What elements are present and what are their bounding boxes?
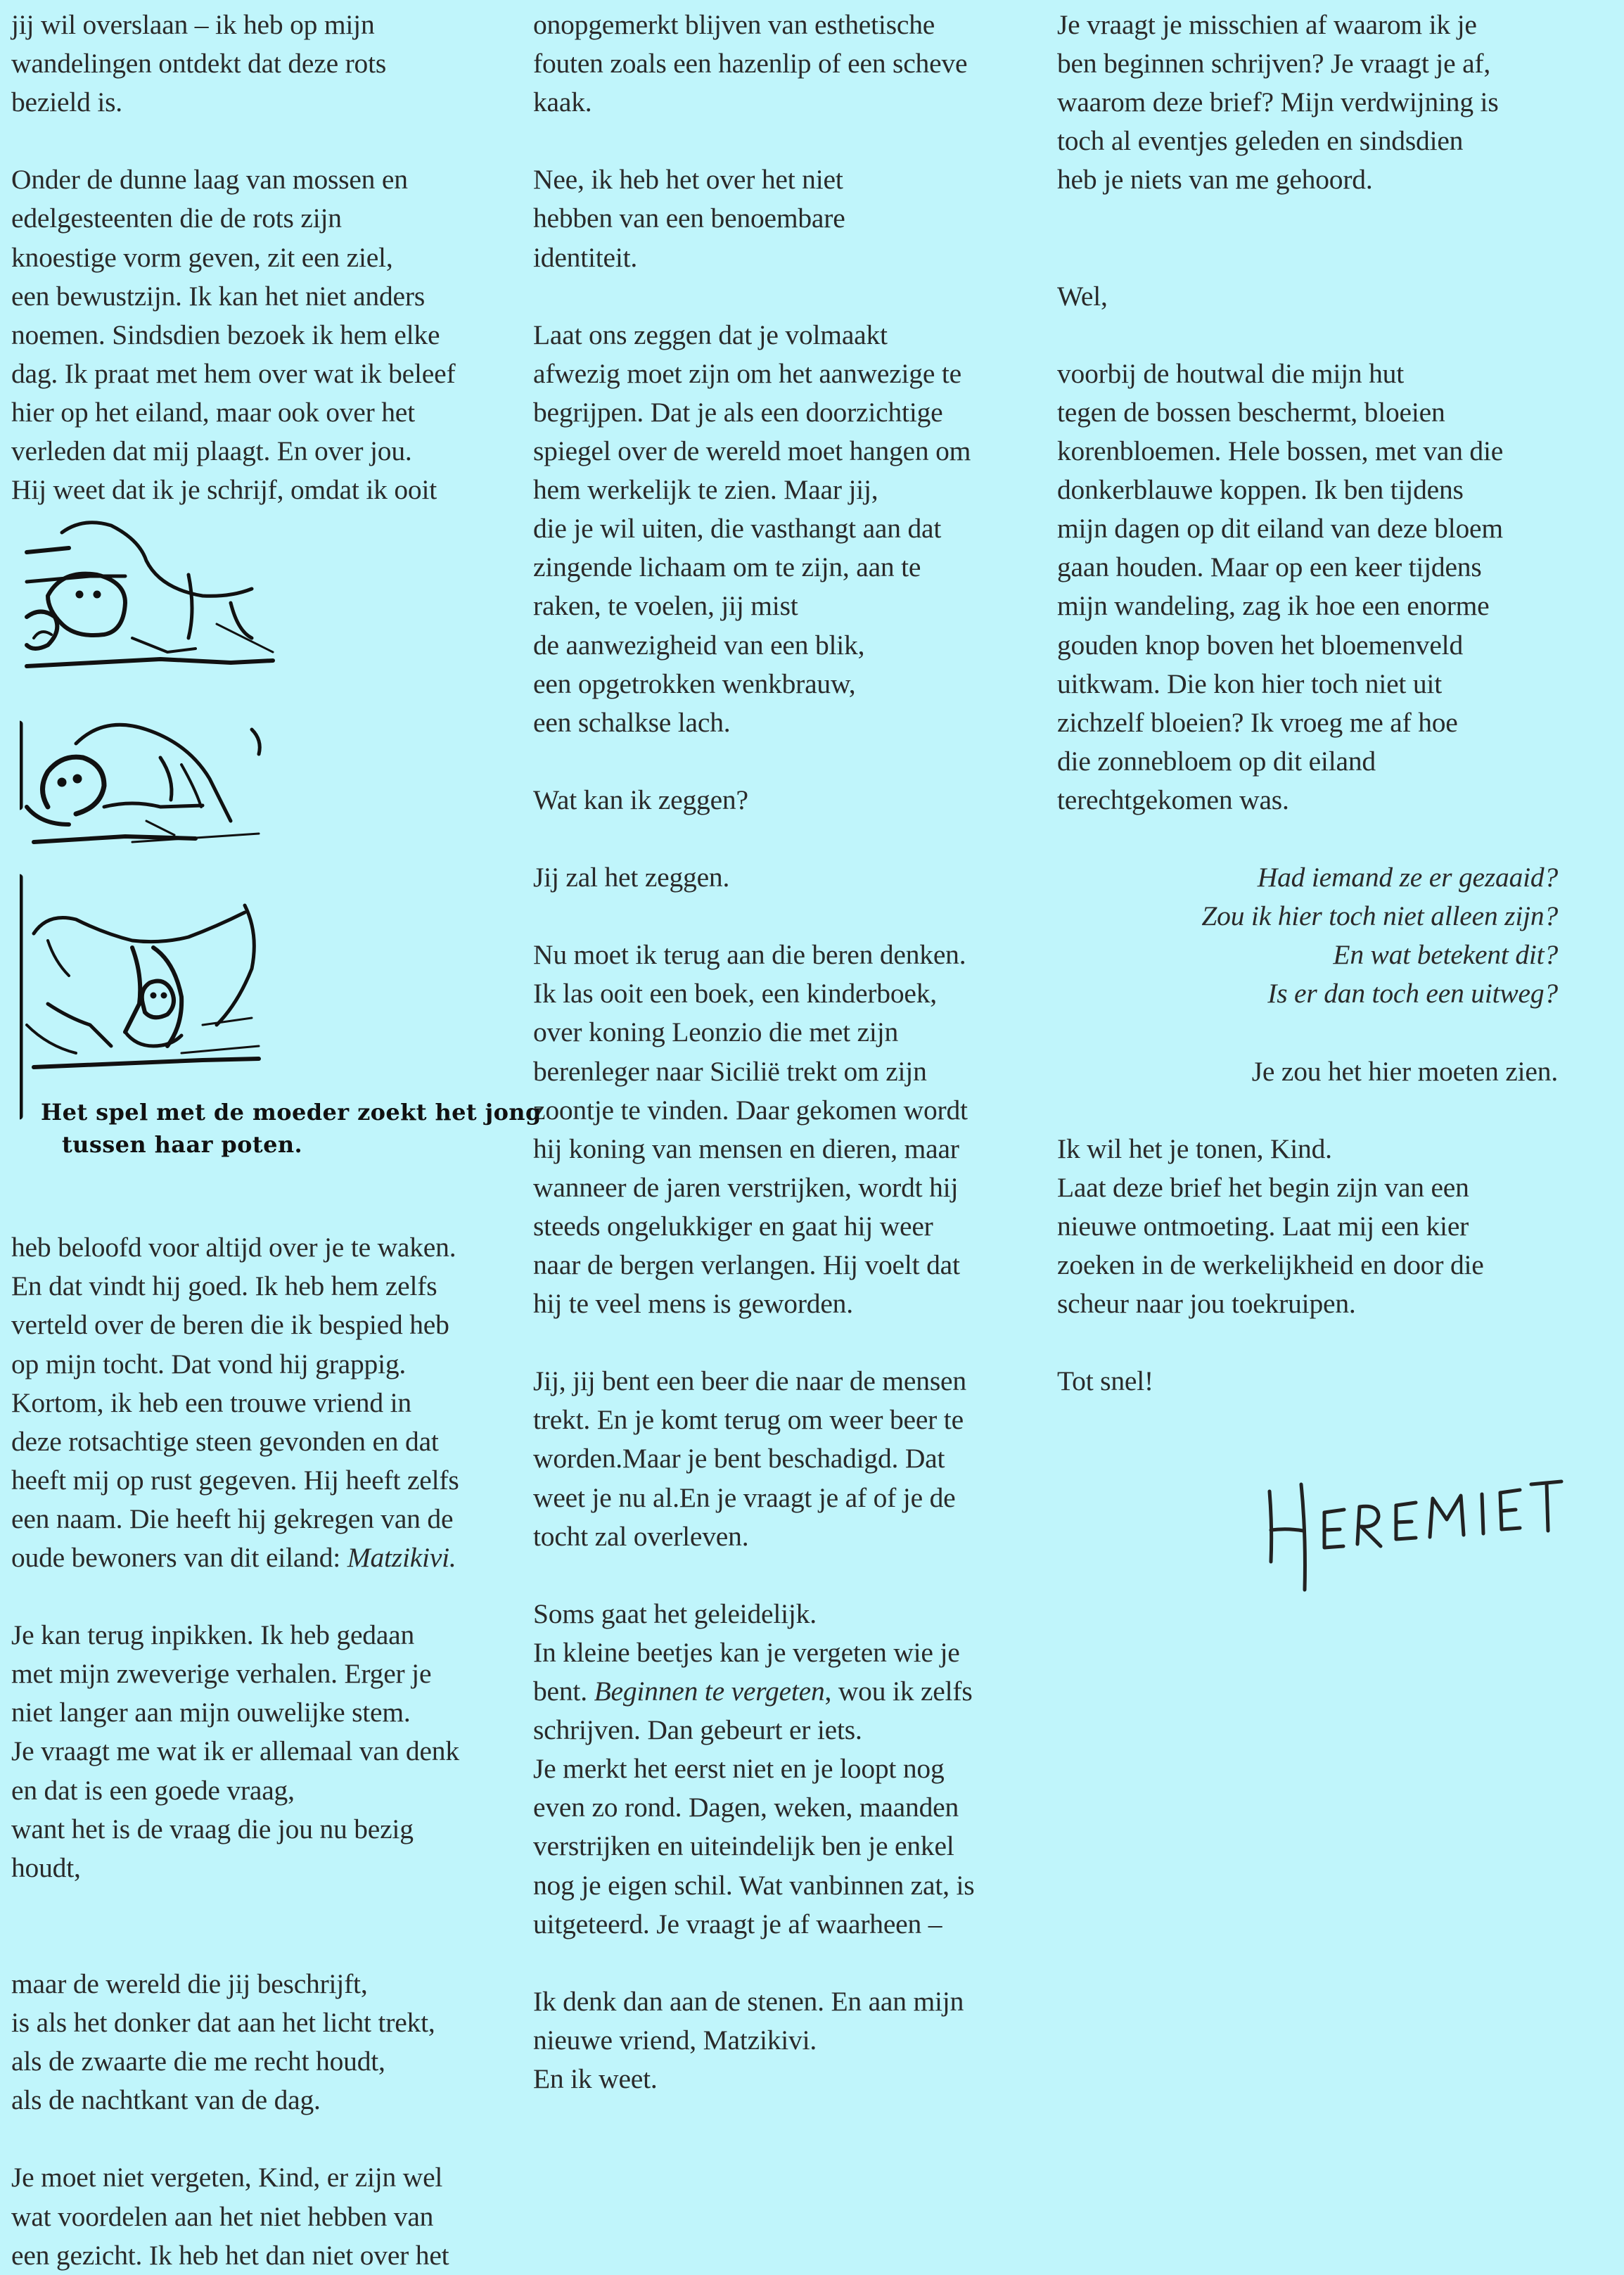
caption-line-1: Het spel met de moeder zoekt het jong — [41, 1099, 542, 1126]
text-line: want het is de vraag die jou nu bezig — [11, 1813, 414, 1844]
text-line: ben beginnen schrijven? Je vraagt je af, — [1057, 48, 1491, 79]
text-line: steeds ongelukkiger en gaat hij weer — [533, 1210, 933, 1242]
text-line: Onder de dunne laag van mossen en — [11, 164, 408, 196]
blank-line — [1057, 238, 1558, 277]
text-line: nieuwe vriend, Matzikivi. — [533, 2024, 817, 2056]
text-line: afwezig moet zijn om het aanwezige te — [533, 357, 961, 389]
text-line: trekt. En je komt terug om weer beer te — [533, 1404, 964, 1436]
text-line: fouten zoals een hazenlip of een scheve — [533, 48, 968, 79]
text-line: kaak. — [533, 87, 592, 118]
text-line: een naam. Die heeft hij gekregen van de — [11, 1503, 454, 1534]
text-column-3 — [1057, 6, 1558, 1401]
text-line: Je vraagt je misschien af waarom ik je — [1057, 9, 1477, 40]
text-line: verleden dat mij plaagt. En over jou. — [11, 435, 412, 467]
text-line: Jij zal het zeggen. — [533, 862, 730, 893]
text-line: als de nachtkant van de dag. — [11, 2084, 321, 2116]
text-line: zoontje te vinden. Daar gekomen wordt — [533, 1094, 968, 1126]
text-line: hem werkelijk te zien. Maar jij, — [533, 474, 878, 506]
blank-line — [533, 1556, 1040, 1595]
text-line: over koning Leonzio die met zijn — [533, 1017, 899, 1048]
text-line: zingende lichaam om te zijn, aan te — [533, 552, 921, 583]
italic-text: Had iemand ze er gezaaid? — [1257, 862, 1558, 893]
caption-line-2: tussen haar poten. — [62, 1131, 303, 1158]
blank-line — [533, 1323, 1040, 1362]
text-line: bezield is. — [11, 87, 122, 118]
text-line: Wel, — [1057, 280, 1108, 312]
text-line: op mijn tocht. Dat vond hij grappig. — [11, 1348, 407, 1379]
text-line: naar de bergen verlangen. Hij voelt dat — [533, 1249, 960, 1280]
text-line: weet je nu al.En je vraagt je af of je de — [533, 1481, 956, 1513]
text-line: gaan houden. Maar op een keer tijdens — [1057, 552, 1482, 583]
blank-line — [533, 897, 1040, 936]
blank-line — [1057, 1323, 1558, 1362]
text-line: Nee, ik heb het over het niet — [533, 164, 843, 196]
blank-line — [1057, 820, 1558, 858]
text-line: met mijn zweverige verhalen. Erger je — [11, 1658, 432, 1690]
text-line: die zonnebloem op dit eiland — [1057, 745, 1376, 777]
text-line: een gezicht. Ik heb het dan niet over het — [11, 2239, 449, 2271]
text-line: even zo rond. Dagen, weken, maanden — [533, 1792, 959, 1823]
text-line: heb je niets van me gehoord. — [1057, 164, 1373, 196]
blank-line — [11, 1887, 504, 1926]
text-line: Je zou het hier moeten zien. — [1251, 1055, 1558, 1087]
text-line: In kleine beetjes kan je vergeten wie je — [533, 1636, 960, 1668]
italic-text: Beginnen te vergeten — [594, 1676, 825, 1707]
text-line: zichzelf bloeien? Ik vroeg me af hoe — [1057, 706, 1458, 738]
text-line: noemen. Sindsdien bezoek ik hem elke — [11, 319, 440, 350]
text-line: schrijven. Dan gebeurt er iets. — [533, 1714, 862, 1746]
text-line: een bewustzijn. Ik kan het niet anders — [11, 280, 425, 312]
blank-line — [533, 820, 1040, 858]
blank-line — [533, 122, 1040, 160]
text-line: wandelingen ontdekt dat deze rots — [11, 48, 387, 79]
text-line: nieuwe ontmoeting. Laat mij een kier — [1057, 1210, 1469, 1242]
text-line: houdt, — [11, 1852, 81, 1883]
text-line — [1057, 858, 1558, 897]
text-line: Ik denk dan aan de stenen. En aan mijn — [533, 1985, 964, 2017]
text-line: Jij, jij bent een beer die naar de mensen — [533, 1365, 966, 1397]
text-line: begrijpen. Dat je als een doorzichtige — [533, 396, 943, 428]
text-line: die je wil uiten, die vasthangt aan dat — [533, 513, 942, 544]
text-line: terechtgekomen was. — [1057, 784, 1289, 815]
text-line: oude bewoners van dit eiland: Matzikivi. — [11, 1541, 456, 1573]
text-line: niet langer aan mijn ouwelijke stem. — [11, 1697, 411, 1728]
text-line: berenleger naar Sicilië trekt om zijn — [533, 1055, 927, 1087]
blank-line — [11, 122, 504, 160]
text-line — [1057, 974, 1558, 1013]
italic-text: Is er dan toch een uitweg? — [1267, 978, 1558, 1009]
text-line: heb beloofd voor altijd over je te waken. — [11, 1232, 456, 1263]
signature-heremiet — [1262, 1463, 1565, 1604]
text-line: tocht zal overleven. — [533, 1520, 749, 1552]
text-line: wanneer de jaren verstrijken, wordt hij — [533, 1171, 959, 1203]
blank-line — [1057, 1013, 1558, 1052]
text-line: mijn wandeling, zag ik hoe een enorme — [1057, 590, 1490, 622]
text-line: hebben van een benoembare — [533, 203, 845, 234]
text-line: Laat deze brief het begin zijn van een — [1057, 1171, 1469, 1203]
text-line: En dat vindt hij goed. Ik heb hem zelfs — [11, 1270, 437, 1302]
text-line: Je kan terug inpikken. Ik heb gedaan — [11, 1619, 415, 1651]
column-1-bottom-text — [11, 1228, 504, 2275]
text-line: spiegel over de wereld moet hangen om — [533, 435, 971, 467]
text-line: Laat ons zeggen dat je volmaakt — [533, 319, 888, 350]
text-line: Soms gaat het geleidelijk. — [533, 1598, 817, 1629]
text-line: identiteit. — [533, 241, 638, 273]
text-line: verteld over de beren die ik bespied heb — [11, 1309, 449, 1341]
text-line: uitgeteerd. Je vraagt je af waarheen – — [533, 1908, 942, 1939]
text-line: gouden knop boven het bloemenveld — [1057, 629, 1463, 661]
text-line: Kortom, ik heb een trouwe vriend in — [11, 1387, 411, 1418]
text-line: raken, te voelen, jij mist — [533, 590, 798, 622]
italic-text: Zou ik hier toch niet alleen zijn? — [1201, 900, 1558, 932]
text-line: scheur naar jou toekruipen. — [1057, 1288, 1356, 1320]
blank-line — [11, 1926, 504, 1965]
text-line: edelgesteenten die de rots zijn — [11, 203, 342, 234]
text-line: Ik las ooit een boek, een kinderboek, — [533, 978, 937, 1009]
text-line: Nu moet ik terug aan die beren denken. — [533, 939, 966, 971]
italic-text: En wat betekent dit? — [1333, 939, 1558, 971]
blank-line — [11, 2120, 504, 2158]
text-line: knoestige vorm geven, zit een ziel, — [11, 241, 393, 273]
text-line: korenbloemen. Hele bossen, met van die — [1057, 435, 1504, 467]
text-column-2 — [533, 6, 1040, 2098]
text-line: toch al eventjes geleden en sindsdien — [1057, 125, 1464, 157]
text-line: voorbij de houtwal die mijn hut — [1057, 357, 1404, 389]
text-line: donkerblauwe koppen. Ik ben tijdens — [1057, 474, 1464, 506]
text-line: is als het donker dat aan het licht trekt, — [11, 2007, 435, 2039]
text-line: Wat kan ik zeggen? — [533, 784, 748, 815]
blank-line — [533, 742, 1040, 781]
blank-line — [533, 1944, 1040, 1982]
text-line: nog je eigen schil. Wat vanbinnen zat, is — [533, 1869, 975, 1901]
text-line: een opgetrokken wenkbrauw, — [533, 668, 856, 699]
text-line: wat voordelen aan het niet hebben van — [11, 2200, 434, 2232]
text-line: een schalkse lach. — [533, 706, 731, 738]
text-line: mijn dagen op dit eiland van deze bloem — [1057, 513, 1503, 544]
blank-line — [1057, 199, 1558, 238]
text-line: zoeken in de werkelijkheid en door die — [1057, 1249, 1484, 1280]
illustration-caption — [41, 1096, 542, 1161]
text-line: uitkwam. Die kon hier toch niet uit — [1057, 668, 1442, 699]
text-line: de aanwezigheid van een blik, — [533, 629, 865, 661]
text-line: Je merkt het eerst niet en je loopt nog — [533, 1753, 945, 1785]
text-line: en dat is een goede vraag, — [11, 1774, 295, 1806]
text-line: bent. Beginnen te vergeten, wou ik zelfs — [533, 1676, 973, 1707]
blank-line — [1057, 1091, 1558, 1130]
blank-line — [11, 1577, 504, 1616]
blank-line — [1057, 316, 1558, 355]
text-line — [1057, 897, 1558, 936]
blank-line — [533, 277, 1040, 316]
text-line — [1057, 936, 1558, 974]
text-line: Hij weet dat ik je schrijf, omdat ik ooit — [11, 474, 437, 506]
text-line: Tot snel! — [1057, 1365, 1153, 1397]
text-line: dag. Ik praat met hem over wat ik beleef — [11, 357, 456, 389]
text-line: En ik weet. — [533, 2063, 658, 2094]
text-line: tegen de bossen beschermt, bloeien — [1057, 396, 1445, 428]
text-line: onopgemerkt blijven van esthetische — [533, 9, 935, 40]
text-line: maar de wereld die jij beschrijft, — [11, 1968, 368, 1999]
text-line: worden.Maar je bent beschadigd. Dat — [533, 1443, 945, 1474]
text-line: hier op het eiland, maar ook over het — [11, 396, 415, 428]
text-line: jij wil overslaan – ik heb op mijn — [11, 9, 375, 40]
italic-text: Matzikivi. — [347, 1541, 456, 1573]
text-line: hij koning van mensen en dieren, maar — [533, 1133, 959, 1164]
text-line: Je vraagt me wat ik er allemaal van denk — [11, 1735, 459, 1767]
text-line: verstrijken en uiteindelijk ben je enkel — [533, 1830, 954, 1862]
text-line: hij te veel mens is geworden. — [533, 1288, 853, 1320]
text-line: deze rotsachtige steen gevonden en dat — [11, 1425, 439, 1457]
text-line: heeft mij op rust gegeven. Hij heeft zelfs — [11, 1464, 459, 1496]
text-line: waarom deze brief? Mijn verdwijning is — [1057, 87, 1499, 118]
text-line: Je moet niet vergeten, Kind, er zijn wel — [11, 2162, 443, 2193]
column-1-top-text — [11, 6, 504, 509]
text-line: als de zwaarte die me recht houdt, — [11, 2046, 385, 2077]
text-line: Ik wil het je tonen, Kind. — [1057, 1133, 1332, 1164]
